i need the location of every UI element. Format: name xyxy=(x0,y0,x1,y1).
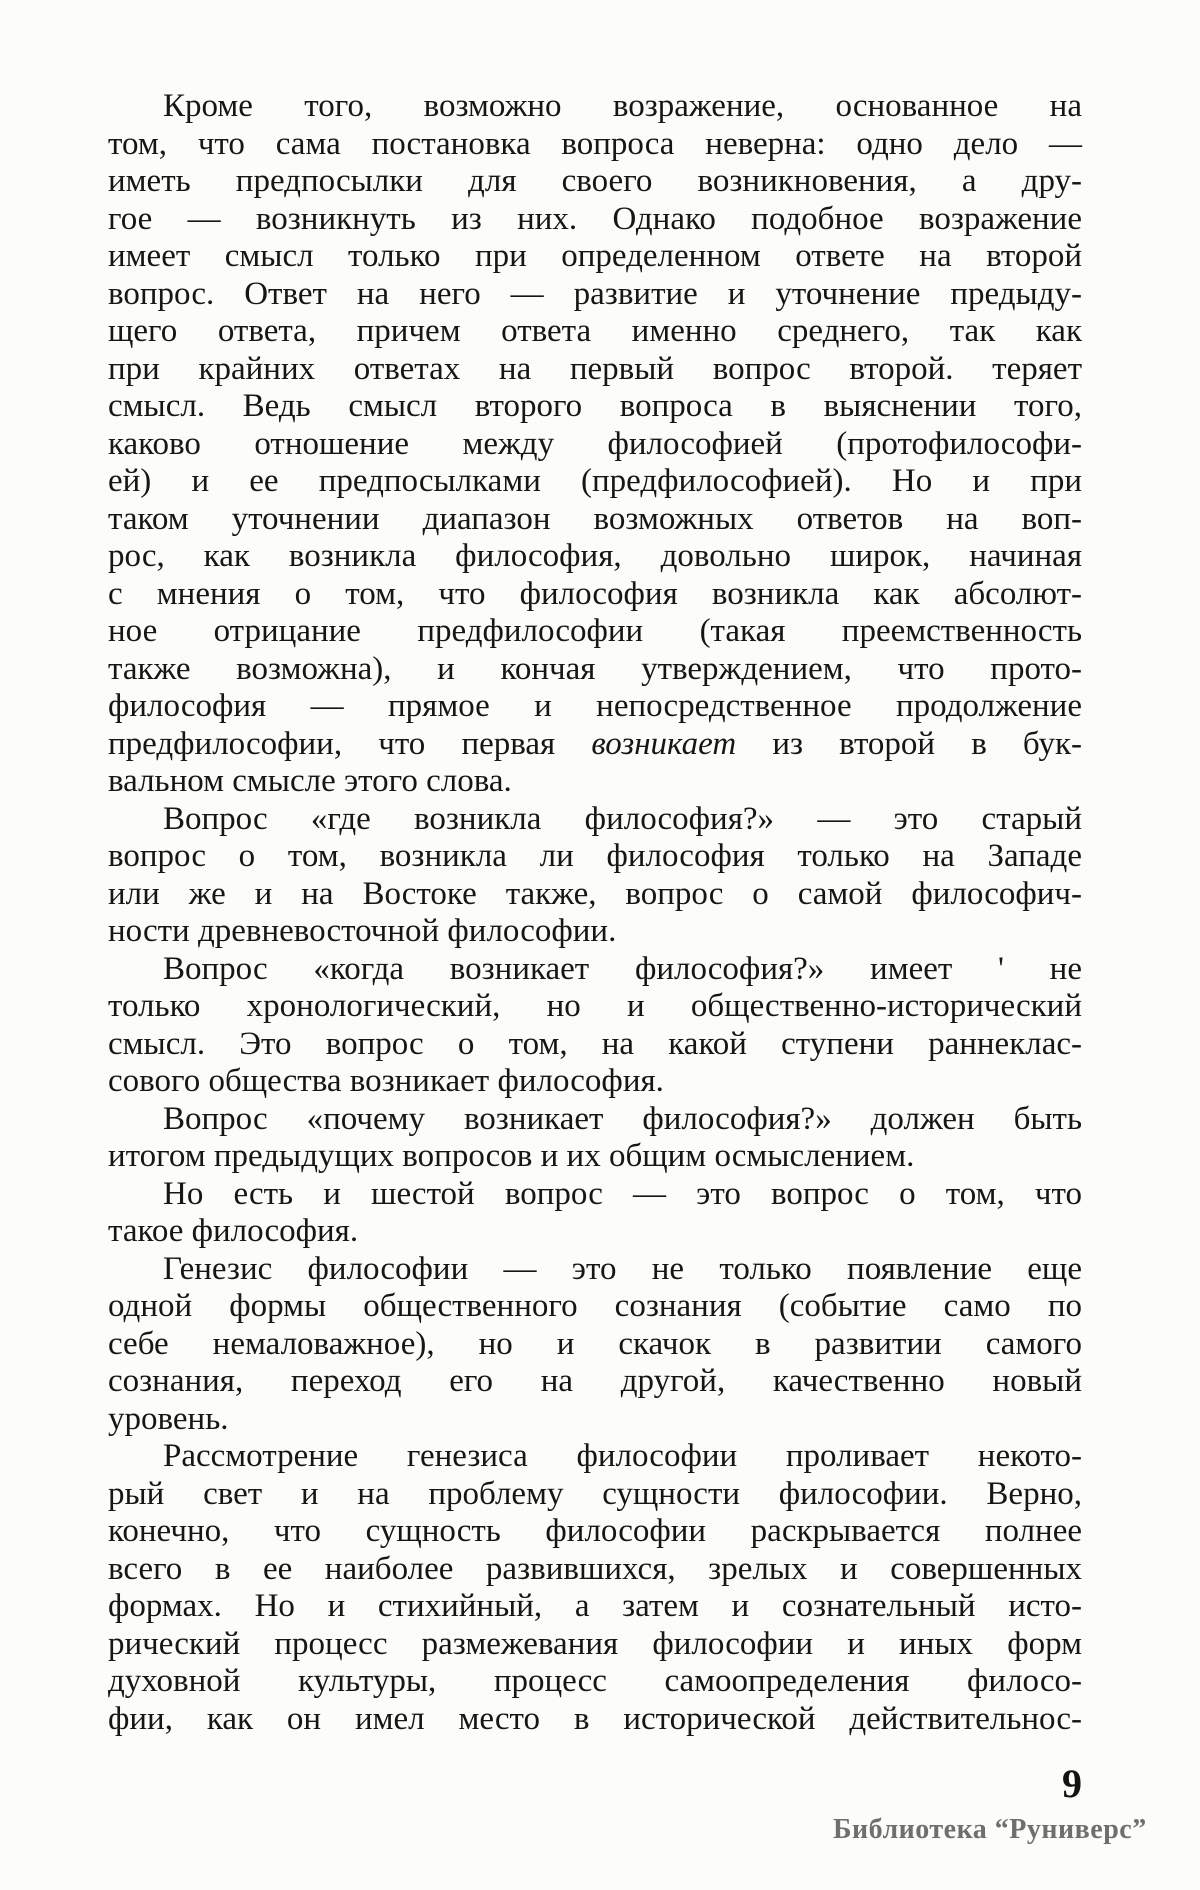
text-line: или же и на Востоке также, вопрос о самой философич- xyxy=(108,875,1082,912)
text-line: Вопрос «почему возникает философия?» должен быть xyxy=(163,1100,1082,1137)
text-line: рый свет и на проблему сущности философии. Верно, xyxy=(108,1475,1082,1512)
text-line: сового общества возникает философия. xyxy=(108,1063,664,1099)
library-watermark: Библиотека “Руниверс” xyxy=(833,1814,1147,1845)
text-line: философия — прямое и непосредственное продолжение xyxy=(108,688,1082,724)
text-line: конечно, что сущность философии раскрывается полнее xyxy=(108,1513,1082,1549)
text-line: Рассмотрение генезиса философии проливает некото- xyxy=(163,1438,1082,1474)
text-line: Генезис философии — это не только появление еще xyxy=(163,1250,1082,1287)
text-line: при крайних ответах на первый вопрос второй. теряет xyxy=(108,350,1082,387)
text-line: Вопрос «когда возникает философия?» имеет ' не xyxy=(163,950,1082,987)
text-line: ное отрицание предфилософии (такая преемственность xyxy=(108,613,1082,649)
text-line: предфилософии, что первая возникает из второй в бук- xyxy=(108,725,1082,762)
text-line: Кроме того, возможно возражение, основанное на xyxy=(163,88,1082,124)
text-line: формах. Но и стихийный, а затем и сознательный исто- xyxy=(108,1588,1082,1624)
text-line: вопрос. Ответ на него — развитие и уточнение предыду- xyxy=(108,275,1082,312)
text-line: духовной культуры, процесс самоопределения филосо- xyxy=(108,1663,1082,1699)
text-line: том, что сама постановка вопроса неверна: одно дело — xyxy=(108,125,1082,162)
text-line: Вопрос «где возникла философия?» — это старый xyxy=(163,800,1082,837)
text-line: смысл. Это вопрос о том, на какой ступени раннеклас- xyxy=(108,1025,1082,1062)
text-line: такое философия. xyxy=(108,1213,359,1249)
body-text xyxy=(108,88,1082,1738)
text-line: ности древневосточной философии. xyxy=(108,913,617,949)
text-line: гое — возникнуть из них. Однако подобное возражение xyxy=(108,200,1082,237)
text-line: смысл. Ведь смысл второго вопроса в выяснении того, xyxy=(108,388,1082,424)
text-line: фии, как он имел место в исторической действительнос- xyxy=(108,1700,1082,1737)
text-line: Но есть и шестой вопрос — это вопрос о том, что xyxy=(163,1175,1082,1212)
text-line: одной формы общественного сознания (событие само по xyxy=(108,1288,1082,1324)
page-number: 9 xyxy=(1062,1761,1082,1806)
text-line: также возможна), и кончая утверждением, что прото- xyxy=(108,650,1082,687)
text-line: вальном смысле этого слова. xyxy=(108,763,512,799)
text-line: щего ответа, причем ответа именно среднего, так как xyxy=(108,313,1082,349)
text-line: всего в ее наиболее развившихся, зрелых и совершенных xyxy=(108,1550,1082,1587)
text-line: таком уточнении диапазон возможных ответов на воп- xyxy=(108,500,1082,537)
text-line: вопрос о том, возникла ли философия только на Западе xyxy=(108,838,1082,874)
text-line: с мнения о том, что философия возникла как абсолют- xyxy=(108,575,1082,612)
text-line: рос, как возникла философия, довольно широк, начиная xyxy=(108,538,1082,574)
text-line: итогом предыдущих вопросов и их общим осмыслением. xyxy=(108,1138,915,1174)
text-line: уровень. xyxy=(108,1400,229,1437)
text-line: сознания, переход его на другой, качественно новый xyxy=(108,1363,1082,1399)
text-line: рический процесс размежевания философии и иных форм xyxy=(108,1625,1082,1662)
text-line: ей) и ее предпосылками (предфилософией). Но и при xyxy=(108,463,1082,499)
text-line: только хронологический, но и общественно-исторический xyxy=(108,988,1082,1024)
text-line: имеет смысл только при определенном ответе на второй xyxy=(108,238,1082,274)
text-line: иметь предпосылки для своего возникновения, а дру- xyxy=(108,163,1082,199)
text-line: каково отношение между философией (протофилософи- xyxy=(108,425,1082,462)
text-line: себе немаловажное), но и скачок в развитии самого xyxy=(108,1325,1082,1362)
